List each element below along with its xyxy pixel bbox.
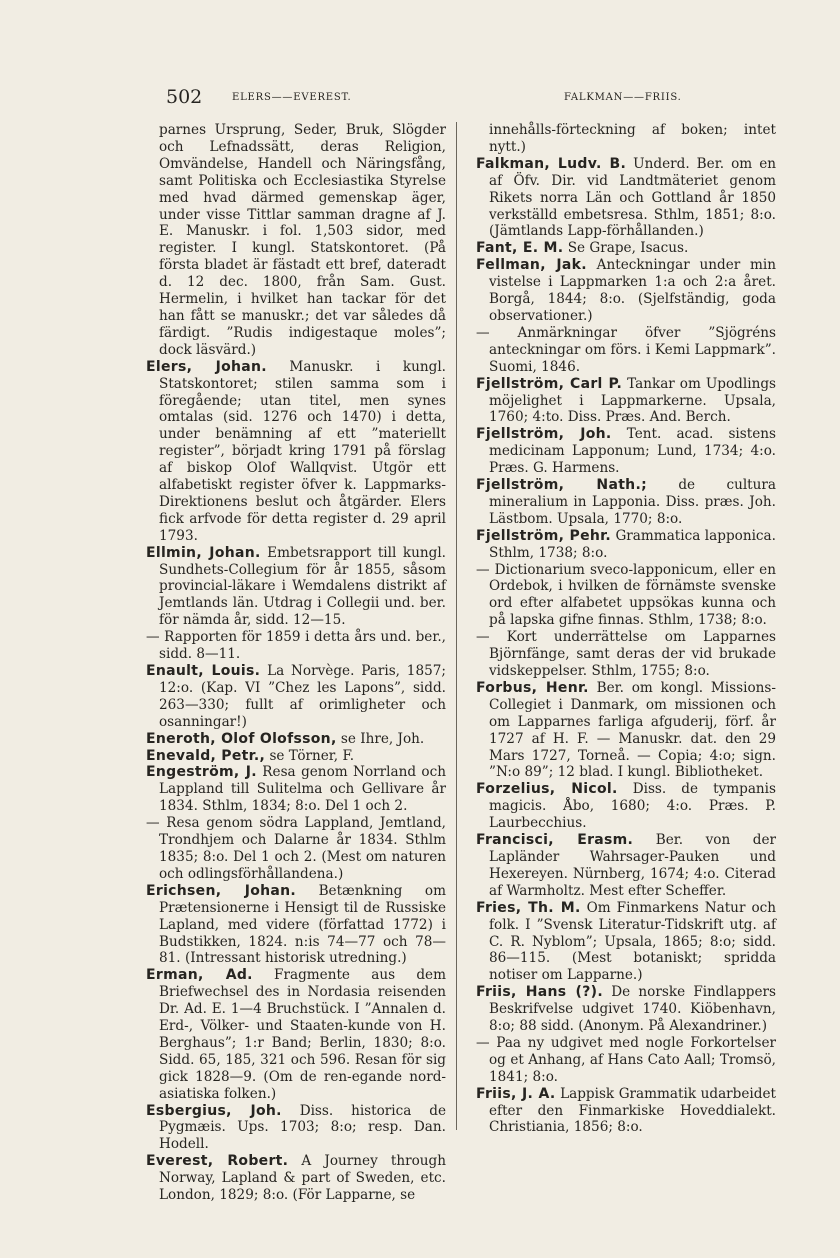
entry-text: se Törner, F. [269, 747, 355, 764]
bibliography-entry [476, 477, 776, 528]
bibliography-entry [476, 680, 776, 781]
entry-text: Betænkning om Prætensionerne i Hensigt til de Russiske Lapland, med videre (författad 1772) i Budstikken, 1824. n:is 74—77 och 78—81. (Intressant historisk utredning.) [159, 882, 446, 967]
bibliography-entry [146, 764, 446, 815]
sub-entry: — Dictionarium sveco-lapponicum, eller en Ordebok, i hvilken de förnämste svenske ord efter alfabetet uppsökas kunna och på lapska gifne finnas. Sthlm, 1738; 8:o. [476, 562, 776, 630]
right-running-head: FALKMAN——FRIIS. [564, 92, 682, 103]
bibliography-entry [476, 900, 776, 985]
entry-text: Underd. Ber. om en af Öfv. Dir. vid Landtmäteriet genom Rikets norra Län och Gottland år 1850 verkställd embetsresa. Sthlm, 1851; 8:o. (Jämtlands Lapp-förhållanden.) [489, 155, 776, 240]
bibliography-entry [476, 240, 776, 257]
entry-text: Fragmente aus dem Briefwechsel des in Nordasia reisenden Dr. Ad. E. 1—4 Bruchstück. I ”Annalen d. Erd-, Völker- und Staaten-kunde von H. Berghaus”; 1:r Band; Berlin, 1830; 8:o. Sidd. 65, 185, 321 och 596. Resan för sig gick 1828—9. (Om de ren-egande nord-asiatiska folken.) [159, 967, 446, 1102]
entry-headword: Fjellström, Pehr. [476, 527, 611, 544]
bibliography-entry [146, 883, 446, 968]
page-header [0, 86, 840, 110]
bibliography-entry [146, 748, 446, 765]
column-divider [456, 122, 457, 1130]
entry-headword: Elers, Johan. [146, 358, 267, 375]
entry-text: Se Grape, Isacus. [567, 240, 689, 257]
bibliography-entry [476, 426, 776, 477]
entry-text: se Ihre, Joh. [340, 730, 425, 747]
continued-entry: innehålls-förteckning af boken; intet nytt.) [489, 122, 776, 155]
entry-headword: Forzelius, Nicol. [476, 781, 618, 798]
bibliography-entry [476, 156, 776, 241]
bibliography-entry [146, 1103, 446, 1154]
entry-text: De norske Findlappers Beskrifvelse udgivet 1740. Kiöbenhavn, 8:o; 88 sidd. (Anonym. På Alexandriner.) [489, 984, 776, 1035]
entry-text: Om Finmarkens Natur och folk. I ”Svensk Literatur-Tidskrift utg. af C. R. Nyblom”; Upsala, 1865; 8:o; sidd. 86—115. (Mest botaniskt; spridda notiser om Lapparne.) [489, 899, 776, 984]
bibliography-entry [146, 967, 446, 1102]
entry-text: Resa genom Norrland och Lappland till Sulitelma och Gellivare år 1834. Sthlm, 1834; 8:o. Del 1 och 2. [159, 764, 446, 815]
sub-entry: — Resa genom södra Lappland, Jemtland, Trondhjem och Dalarne år 1834. Sthlm 1835; 8:o. Del 1 och 2. (Mest om naturen och odlingsförhållandena.) [146, 815, 446, 883]
sub-entry: — Kort underrättelse om Lapparnes Björnfänge, samt deras der vid brukade vidskeppelser. Sthlm, 1755; 8:o. [476, 629, 776, 680]
bibliography-entry [146, 1153, 446, 1204]
entry-headword: Erichsen, Johan. [146, 882, 297, 899]
entry-headword: Friis, J. A. [476, 1085, 556, 1102]
entry-headword: Fjellström, Joh. [476, 426, 612, 443]
entry-text: Grammatica lapponica. Sthlm, 1738; 8:o. [489, 527, 776, 561]
bibliography-entry [146, 545, 446, 630]
entry-headword: Erman, Ad. [146, 967, 253, 984]
bibliography-entry [476, 376, 776, 427]
bibliography-entry [476, 1086, 776, 1137]
bibliography-entry [146, 359, 446, 545]
entry-headword: Eneroth, Olof Olofsson, [146, 730, 337, 747]
entry-headword: Fjellström, Carl P. [476, 375, 623, 392]
entry-text: Lappisk Grammatik udarbeidet efter den Finmarkiske Hoveddialekt. Christiania, 1856; 8:o. [489, 1085, 776, 1136]
entry-headword: Friis, Hans (?). [476, 984, 603, 1001]
entry-text: de cultura mineralium in Lapponia. Diss. præs. Joh. Lästbom. Upsala, 1770; 8:o. [489, 477, 776, 527]
entry-text: Diss. historica de Pygmæis. Ups. 1703; 8:o; resp. Dan. Hodell. [159, 1102, 446, 1153]
bibliography-entry [146, 731, 446, 748]
left-column [146, 122, 446, 1204]
sub-entry: — Paa ny udgivet med nogle Forkortelser og et Anhang, af Hans Cato Aall; Tromsö, 1841; 8:o. [476, 1035, 776, 1086]
entry-text: Anteckningar under min vistelse i Lappmarken 1:a och 2:a året. Borgå, 1844; 8:o. (Sjelfständig, goda observationer.) [489, 257, 777, 324]
entry-text: Ber. om kongl. Missions-Collegiet i Danmark, om missionen och om Lapparnes farliga afguderij, förf. år 1727 af H. F. — Manuskr. dat. den 29 Mars 1727, Torneå. — Copia; 4:o; sign. ”N:o 89”; 12 blad. I kungl. Bibliotheket. [489, 679, 776, 781]
sub-entry: — Anmärkningar öfver ”Sjögréns anteckningar om förs. i Kemi Lappmark”. Suomi, 1846. [476, 325, 776, 376]
entry-text: Manuskr. i kungl. Statskontoret; stilen samma som i föregående; utan titel, men synes omtalas (sid. 1276 och 1470) i detta, under benämning af ett ”materiellt register”, börjadt kring 1791 på förslag af biskop Olof Wallqvist. Utgör ett alfabetiskt register öfver k. Lappmarks-Direktionens beslut och åtgärder. Elers fick arfvode för detta register d. 29 april 1793. [159, 358, 446, 544]
bibliography-entry [476, 781, 776, 832]
entry-headword: Fries, Th. M. [476, 899, 581, 916]
bibliography-entry [476, 832, 776, 900]
entry-headword: Enevald, Petr., [146, 747, 266, 764]
bibliography-entry [476, 984, 776, 1035]
entry-headword: Francisci, Erasm. [476, 832, 634, 849]
bibliography-entry [476, 257, 776, 325]
bibliography-entry [146, 663, 446, 731]
page-number: 502 [166, 86, 203, 108]
entry-headword: Fant, E. M. [476, 240, 564, 257]
entry-headword: Fjellström, Nath.; [476, 477, 647, 494]
entry-text: Embetsrapport till kungl. Sundhets-Collegium för år 1855, såsom provincial-läkare i Wemdalens distrikt af Jemtlands län. Utdrag i Collegii und. ber. för nämda år, sidd. 12—15. [159, 544, 446, 629]
continued-entry: parnes Ursprung, Seder, Bruk, Slögder och Lefnadssätt, deras Religion, Omvändelse, Handell och Näringsfång, samt Politiska och Ecclesiastika Styrelse med hvad därmed gemenskap äger, under visse Tittlar samman dragne af J. E. Manuskr. i fol. 1,503 sidor, med register. I kungl. Statskontoret. (På första bladet är fästadt ett bref, dateradt d. 12 dec. 1800, från Sam. Gust. Hermelin, i hvilket han tackar för det han fått se manuskr.; det var således då färdigt. ”Rudis indigestaque moles”; dock läsvärd.) [159, 122, 446, 358]
entry-text: Tankar om Upodlings möjelighet i Lappmarkerne. Upsala, 1760; 4:to. Diss. Præs. And. Berch. [489, 375, 776, 426]
entry-headword: Ellmin, Johan. [146, 544, 261, 561]
entry-text: Tent. acad. sistens medicinam Lapponum; Lund, 1734; 4:o. Præs. G. Harmens. [489, 426, 776, 477]
entry-headword: Fellman, Jak. [476, 257, 587, 274]
entry-headword: Everest, Robert. [146, 1153, 289, 1170]
bibliography-entry [476, 528, 776, 562]
entry-text: Ber. von der Lapländer Wahrsager-Pauken und Hexereyen. Nürnberg, 1674; 4:o. Citerad af Warmholtz. Mest efter Scheffer. [489, 832, 776, 899]
entry-text: Diss. de tympanis magicis. Åbo, 1680; 4:o. Præs. P. Laurbecchius. [489, 781, 776, 832]
entry-text: A Journey through Norway, Lapland & part of Sweden, etc. London, 1829; 8:o. (För Lapparne, se [159, 1153, 447, 1204]
entry-headword: Engeström, J. [146, 764, 257, 781]
right-column [476, 122, 776, 1136]
entry-headword: Falkman, Ludv. B. [476, 155, 627, 172]
left-running-head: ELERS——EVEREST. [232, 92, 352, 103]
entry-headword: Forbus, Henr. [476, 679, 589, 696]
entry-headword: Esbergius, Joh. [146, 1102, 282, 1119]
entry-text: La Norvège. Paris, 1857; 12:o. (Kap. VI ”Chez les Lapons”, sidd. 263—330; fullt af orimligheter och osanningar!) [159, 663, 446, 730]
sub-entry: — Rapporten för 1859 i detta års und. ber., sidd. 8—11. [146, 629, 446, 663]
entry-headword: Enault, Louis. [146, 663, 261, 679]
